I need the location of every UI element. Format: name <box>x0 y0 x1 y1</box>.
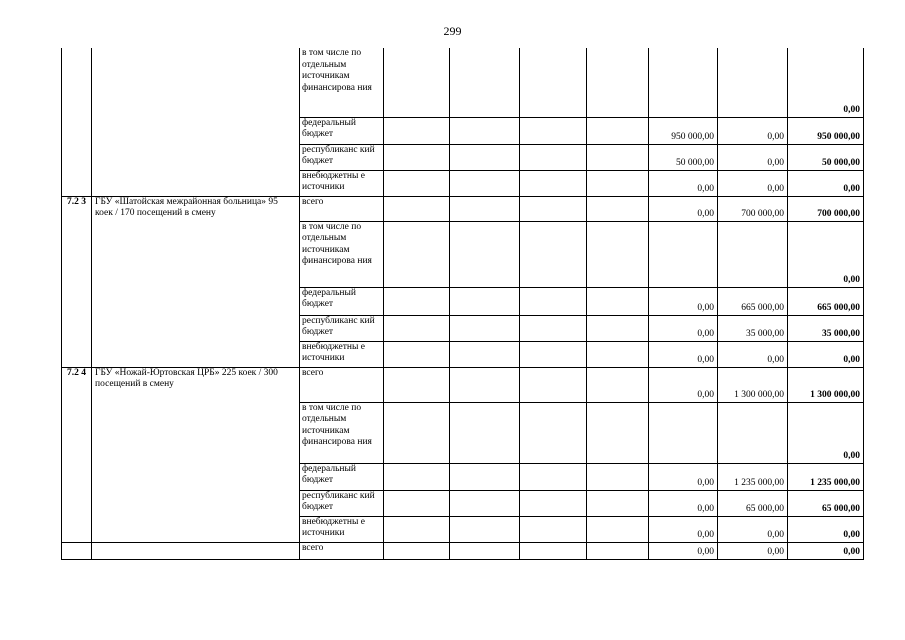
empty-cell <box>450 516 520 542</box>
empty-cell <box>384 463 450 490</box>
total-cell: 665 000,00 <box>788 287 864 315</box>
empty-cell <box>384 315 450 341</box>
amount-cell: 0,00 <box>718 170 788 196</box>
empty-cell <box>384 221 450 287</box>
total-cell: 0,00 <box>788 402 864 463</box>
table-row <box>62 542 864 559</box>
empty-cell <box>450 48 520 117</box>
empty-cell <box>384 516 450 542</box>
empty-cell <box>587 490 649 516</box>
amount-cell: 700 000,00 <box>718 196 788 221</box>
amount-cell: 0,00 <box>649 315 718 341</box>
total-cell: 50 000,00 <box>788 144 864 170</box>
empty-cell <box>587 542 649 559</box>
empty-cell <box>384 48 450 117</box>
empty-cell <box>384 341 450 367</box>
amount-cell: 0,00 <box>718 144 788 170</box>
total-cell: 700 000,00 <box>788 196 864 221</box>
source-cell: внебюджетны е источники <box>300 170 384 196</box>
empty-cell <box>520 341 587 367</box>
total-cell: 0,00 <box>788 48 864 117</box>
amount-cell: 35 000,00 <box>718 315 788 341</box>
amount-cell: 0,00 <box>649 367 718 402</box>
amount-cell: 950 000,00 <box>649 117 718 144</box>
empty-cell <box>587 516 649 542</box>
source-cell: внебюджетны е источники <box>300 516 384 542</box>
source-cell: республиканс кий бюджет <box>300 315 384 341</box>
empty-cell <box>520 196 587 221</box>
amount-cell: 50 000,00 <box>649 144 718 170</box>
empty-cell <box>587 341 649 367</box>
amount-cell: 0,00 <box>718 341 788 367</box>
empty-cell <box>520 117 587 144</box>
table-row <box>62 48 864 117</box>
empty-cell <box>520 402 587 463</box>
empty-cell <box>587 287 649 315</box>
name-cell <box>92 48 300 196</box>
empty-cell <box>384 490 450 516</box>
total-cell: 65 000,00 <box>788 490 864 516</box>
table-row <box>62 196 864 221</box>
amount-cell: 0,00 <box>649 516 718 542</box>
amount-cell: 0,00 <box>718 542 788 559</box>
empty-cell <box>520 516 587 542</box>
empty-cell <box>520 144 587 170</box>
page-number: 299 <box>443 24 462 38</box>
code-cell: 7.2 3 <box>62 196 92 367</box>
empty-cell <box>450 402 520 463</box>
source-cell: федеральный бюджет <box>300 117 384 144</box>
amount-cell: 0,00 <box>718 117 788 144</box>
amount-cell: 0,00 <box>649 490 718 516</box>
empty-cell <box>520 490 587 516</box>
amount-cell <box>649 48 718 117</box>
source-cell: в том числе по отдельным источникам финансирова ния <box>300 48 384 117</box>
source-cell: всего <box>300 542 384 559</box>
empty-cell <box>520 367 587 402</box>
total-cell: 1 300 000,00 <box>788 367 864 402</box>
empty-cell <box>384 367 450 402</box>
empty-cell <box>450 542 520 559</box>
empty-cell <box>450 196 520 221</box>
empty-cell <box>450 287 520 315</box>
empty-cell <box>450 117 520 144</box>
amount-cell: 0,00 <box>649 170 718 196</box>
empty-cell <box>450 221 520 287</box>
empty-cell <box>587 221 649 287</box>
code-cell: 7.2 4 <box>62 367 92 542</box>
empty-cell <box>587 117 649 144</box>
total-cell: 0,00 <box>788 542 864 559</box>
total-cell: 1 235 000,00 <box>788 463 864 490</box>
name-cell <box>92 542 300 559</box>
total-cell: 0,00 <box>788 170 864 196</box>
table-row <box>62 367 864 402</box>
empty-cell <box>450 490 520 516</box>
amount-cell <box>649 221 718 287</box>
empty-cell <box>587 48 649 117</box>
empty-cell <box>520 315 587 341</box>
total-cell: 0,00 <box>788 341 864 367</box>
empty-cell <box>450 463 520 490</box>
empty-cell <box>587 367 649 402</box>
empty-cell <box>384 144 450 170</box>
amount-cell: 665 000,00 <box>718 287 788 315</box>
empty-cell <box>450 341 520 367</box>
source-cell: всего <box>300 196 384 221</box>
empty-cell <box>587 196 649 221</box>
source-cell: федеральный бюджет <box>300 287 384 315</box>
empty-cell <box>520 221 587 287</box>
empty-cell <box>384 402 450 463</box>
amount-cell <box>649 402 718 463</box>
name-cell: ГБУ «Шатойская межрайонная больница» 95 коек / 170 посещений в смену <box>92 196 300 367</box>
code-cell <box>62 542 92 559</box>
empty-cell <box>384 542 450 559</box>
source-cell: республиканс кий бюджет <box>300 490 384 516</box>
total-cell: 0,00 <box>788 221 864 287</box>
source-cell: всего <box>300 367 384 402</box>
empty-cell <box>384 287 450 315</box>
total-cell: 950 000,00 <box>788 117 864 144</box>
amount-cell: 0,00 <box>649 341 718 367</box>
empty-cell <box>587 315 649 341</box>
source-cell: республиканс кий бюджет <box>300 144 384 170</box>
source-cell: федеральный бюджет <box>300 463 384 490</box>
name-cell: ГБУ «Ножай-Юртовская ЦРБ» 225 коек / 300 посещений в смену <box>92 367 300 542</box>
amount-cell: 65 000,00 <box>718 490 788 516</box>
empty-cell <box>450 144 520 170</box>
amount-cell: 0,00 <box>649 542 718 559</box>
amount-cell <box>718 48 788 117</box>
empty-cell <box>587 170 649 196</box>
empty-cell <box>587 402 649 463</box>
amount-cell: 0,00 <box>718 516 788 542</box>
code-cell <box>62 48 92 196</box>
source-cell: в том числе по отдельным источникам финансирова ния <box>300 221 384 287</box>
empty-cell <box>384 117 450 144</box>
empty-cell <box>520 542 587 559</box>
empty-cell <box>450 367 520 402</box>
empty-cell <box>450 170 520 196</box>
amount-cell: 1 235 000,00 <box>718 463 788 490</box>
source-cell: внебюджетны е источники <box>300 341 384 367</box>
empty-cell <box>520 463 587 490</box>
amount-cell: 0,00 <box>649 463 718 490</box>
empty-cell <box>587 463 649 490</box>
amount-cell: 0,00 <box>649 196 718 221</box>
empty-cell <box>384 196 450 221</box>
empty-cell <box>587 144 649 170</box>
total-cell: 35 000,00 <box>788 315 864 341</box>
empty-cell <box>450 315 520 341</box>
amount-cell: 0,00 <box>649 287 718 315</box>
empty-cell <box>520 287 587 315</box>
empty-cell <box>384 170 450 196</box>
source-cell: в том числе по отдельным источникам финансирова ния <box>300 402 384 463</box>
total-cell: 0,00 <box>788 516 864 542</box>
amount-cell <box>718 221 788 287</box>
amount-cell: 1 300 000,00 <box>718 367 788 402</box>
empty-cell <box>520 170 587 196</box>
empty-cell <box>520 48 587 117</box>
financing-table <box>61 48 864 560</box>
amount-cell <box>718 402 788 463</box>
